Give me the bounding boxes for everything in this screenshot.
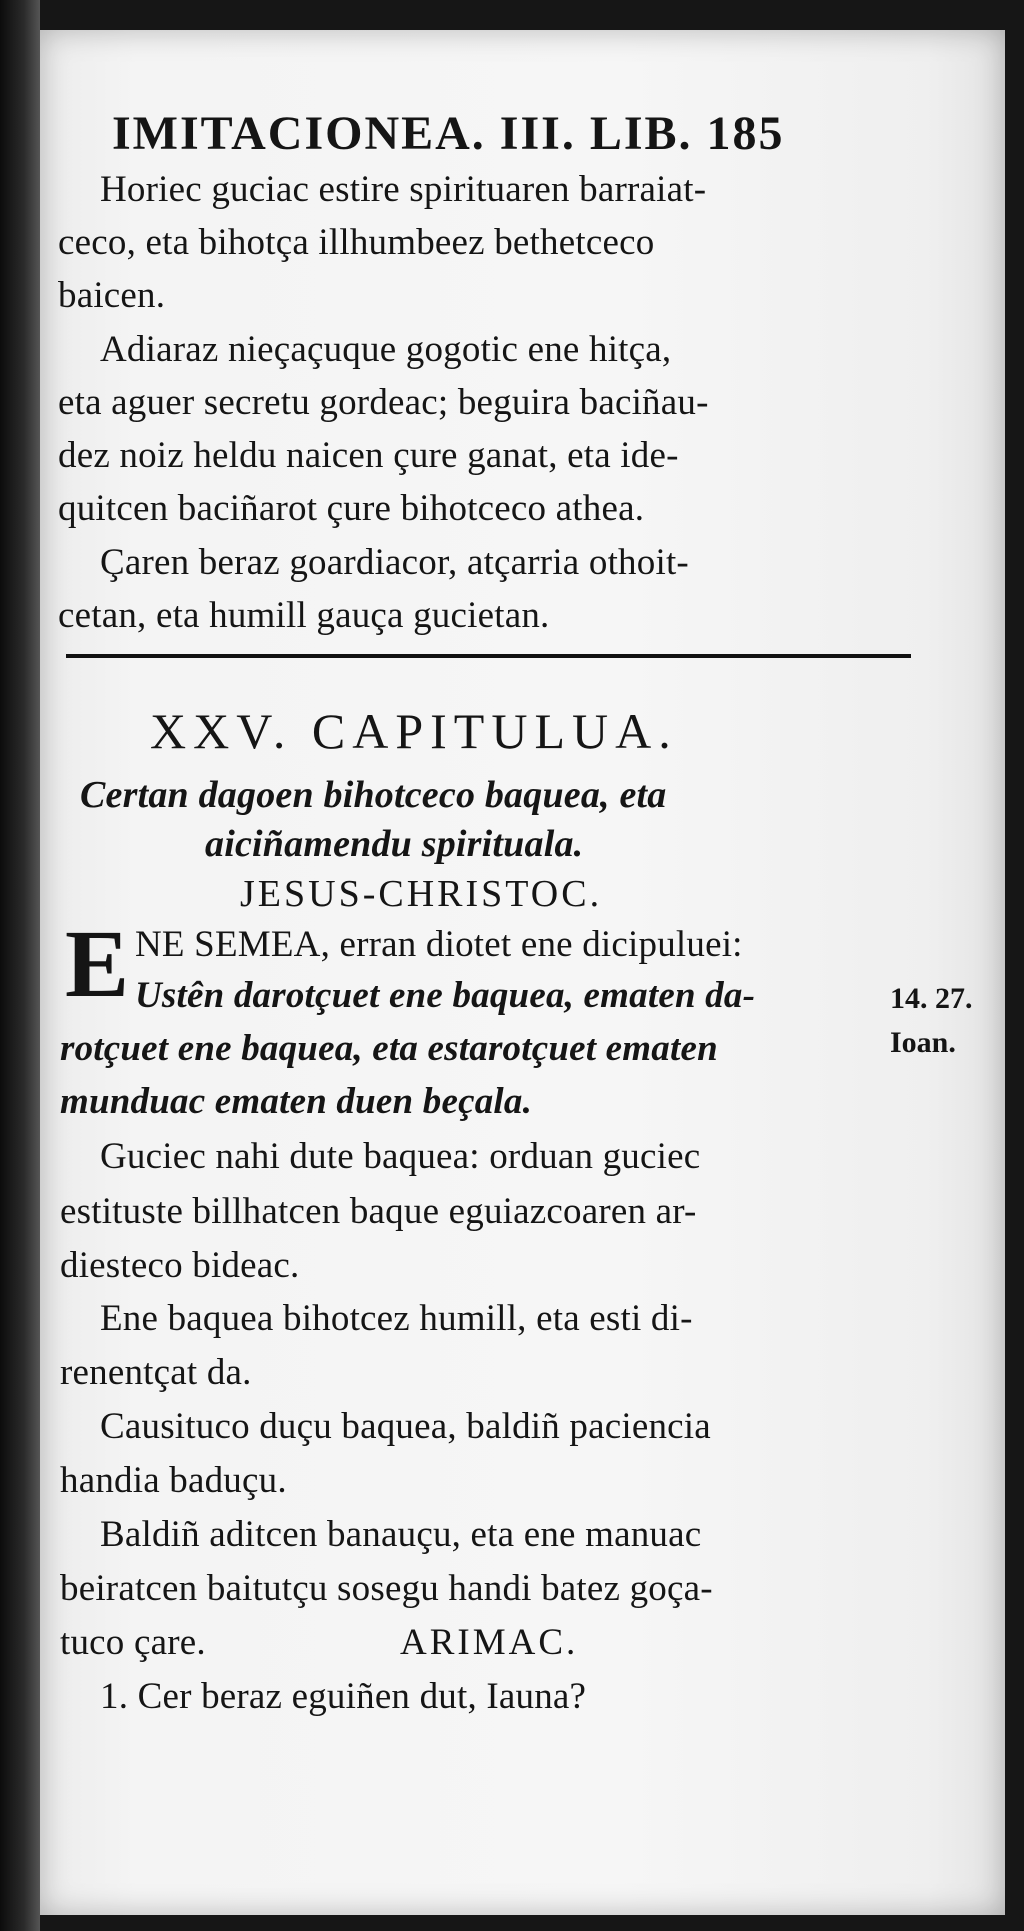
text-line: ceco, eta bihotça illhumbeez bethetceco [58, 222, 655, 263]
drop-capital: E [65, 910, 130, 1017]
running-header: IMITACIONEA. III. LIB. 185 [112, 107, 785, 160]
text-line: estituste billhatcen baque eguiazcoaren ar- [60, 1191, 697, 1232]
text-line: renentçat da. [60, 1352, 252, 1393]
text-line: eta aguer secretu gordeac; beguira baciñau- [58, 382, 709, 423]
text-line: Ustên darotçuet ene baquea, ematen da- [135, 975, 756, 1016]
chapter-title-line: aiciñamendu spirituala. [205, 823, 584, 865]
text-line: Ene baquea bihotcez humill, eta esti di- [100, 1298, 693, 1339]
text-line: handia baduçu. [60, 1460, 287, 1501]
text-line: baicen. [58, 275, 166, 316]
text-line: Adiaraz nieçaçuque gogotic ene hitça, [100, 329, 672, 370]
chapter-heading: XXV. CAPITULUA. [150, 703, 678, 759]
book-page [40, 30, 1005, 1915]
text-line: cetan, eta humill gauça gucietan. [58, 595, 550, 636]
text-line: quitcen baciñarot çure bihotceco athea. [58, 488, 645, 529]
page-text [40, 30, 1005, 1915]
chapter-title-line: Certan dagoen bihotceco baquea, eta [80, 774, 667, 816]
text-line: 1. Cer beraz eguiñen dut, Iauna? [100, 1676, 587, 1717]
text-line: Guciec nahi dute baquea: orduan guciec [100, 1136, 701, 1177]
text-line: diesteco bideac. [60, 1245, 300, 1286]
text-line: Horiec guciac estire spirituаren barraiat- [100, 169, 707, 210]
text-line: tuco çare. [60, 1622, 206, 1663]
margin-reference-number: 14. 27. [890, 982, 973, 1015]
text-line: Causituco duçu baquea, baldiñ paciencia [100, 1406, 711, 1447]
text-line: dez noiz heldu naicen çure ganat, eta ide- [58, 435, 679, 476]
book-spine [0, 0, 40, 1931]
speaker-label: JESUS-CHRISTOC. [240, 873, 603, 915]
text-line: rotçuet ene baquea, eta estarotçuet ematen [60, 1028, 718, 1069]
margin-reference-book: Ioan. [890, 1026, 956, 1059]
speaker-label: ARIMAC. [400, 1622, 579, 1663]
text-line: Baldiñ aditcen banauçu, eta ene manuac [100, 1514, 702, 1555]
section-rule [66, 654, 911, 658]
text-line: NE SEMEA, erran diotet ene dicipuluei: [135, 924, 743, 965]
text-line: beiratcen baitutçu sosegu handi batez goça- [60, 1568, 713, 1609]
text-line: Çaren beraz goardiacor, atçarria othoit- [100, 542, 689, 583]
text-line: munduac ematen duen beçala. [60, 1081, 533, 1122]
